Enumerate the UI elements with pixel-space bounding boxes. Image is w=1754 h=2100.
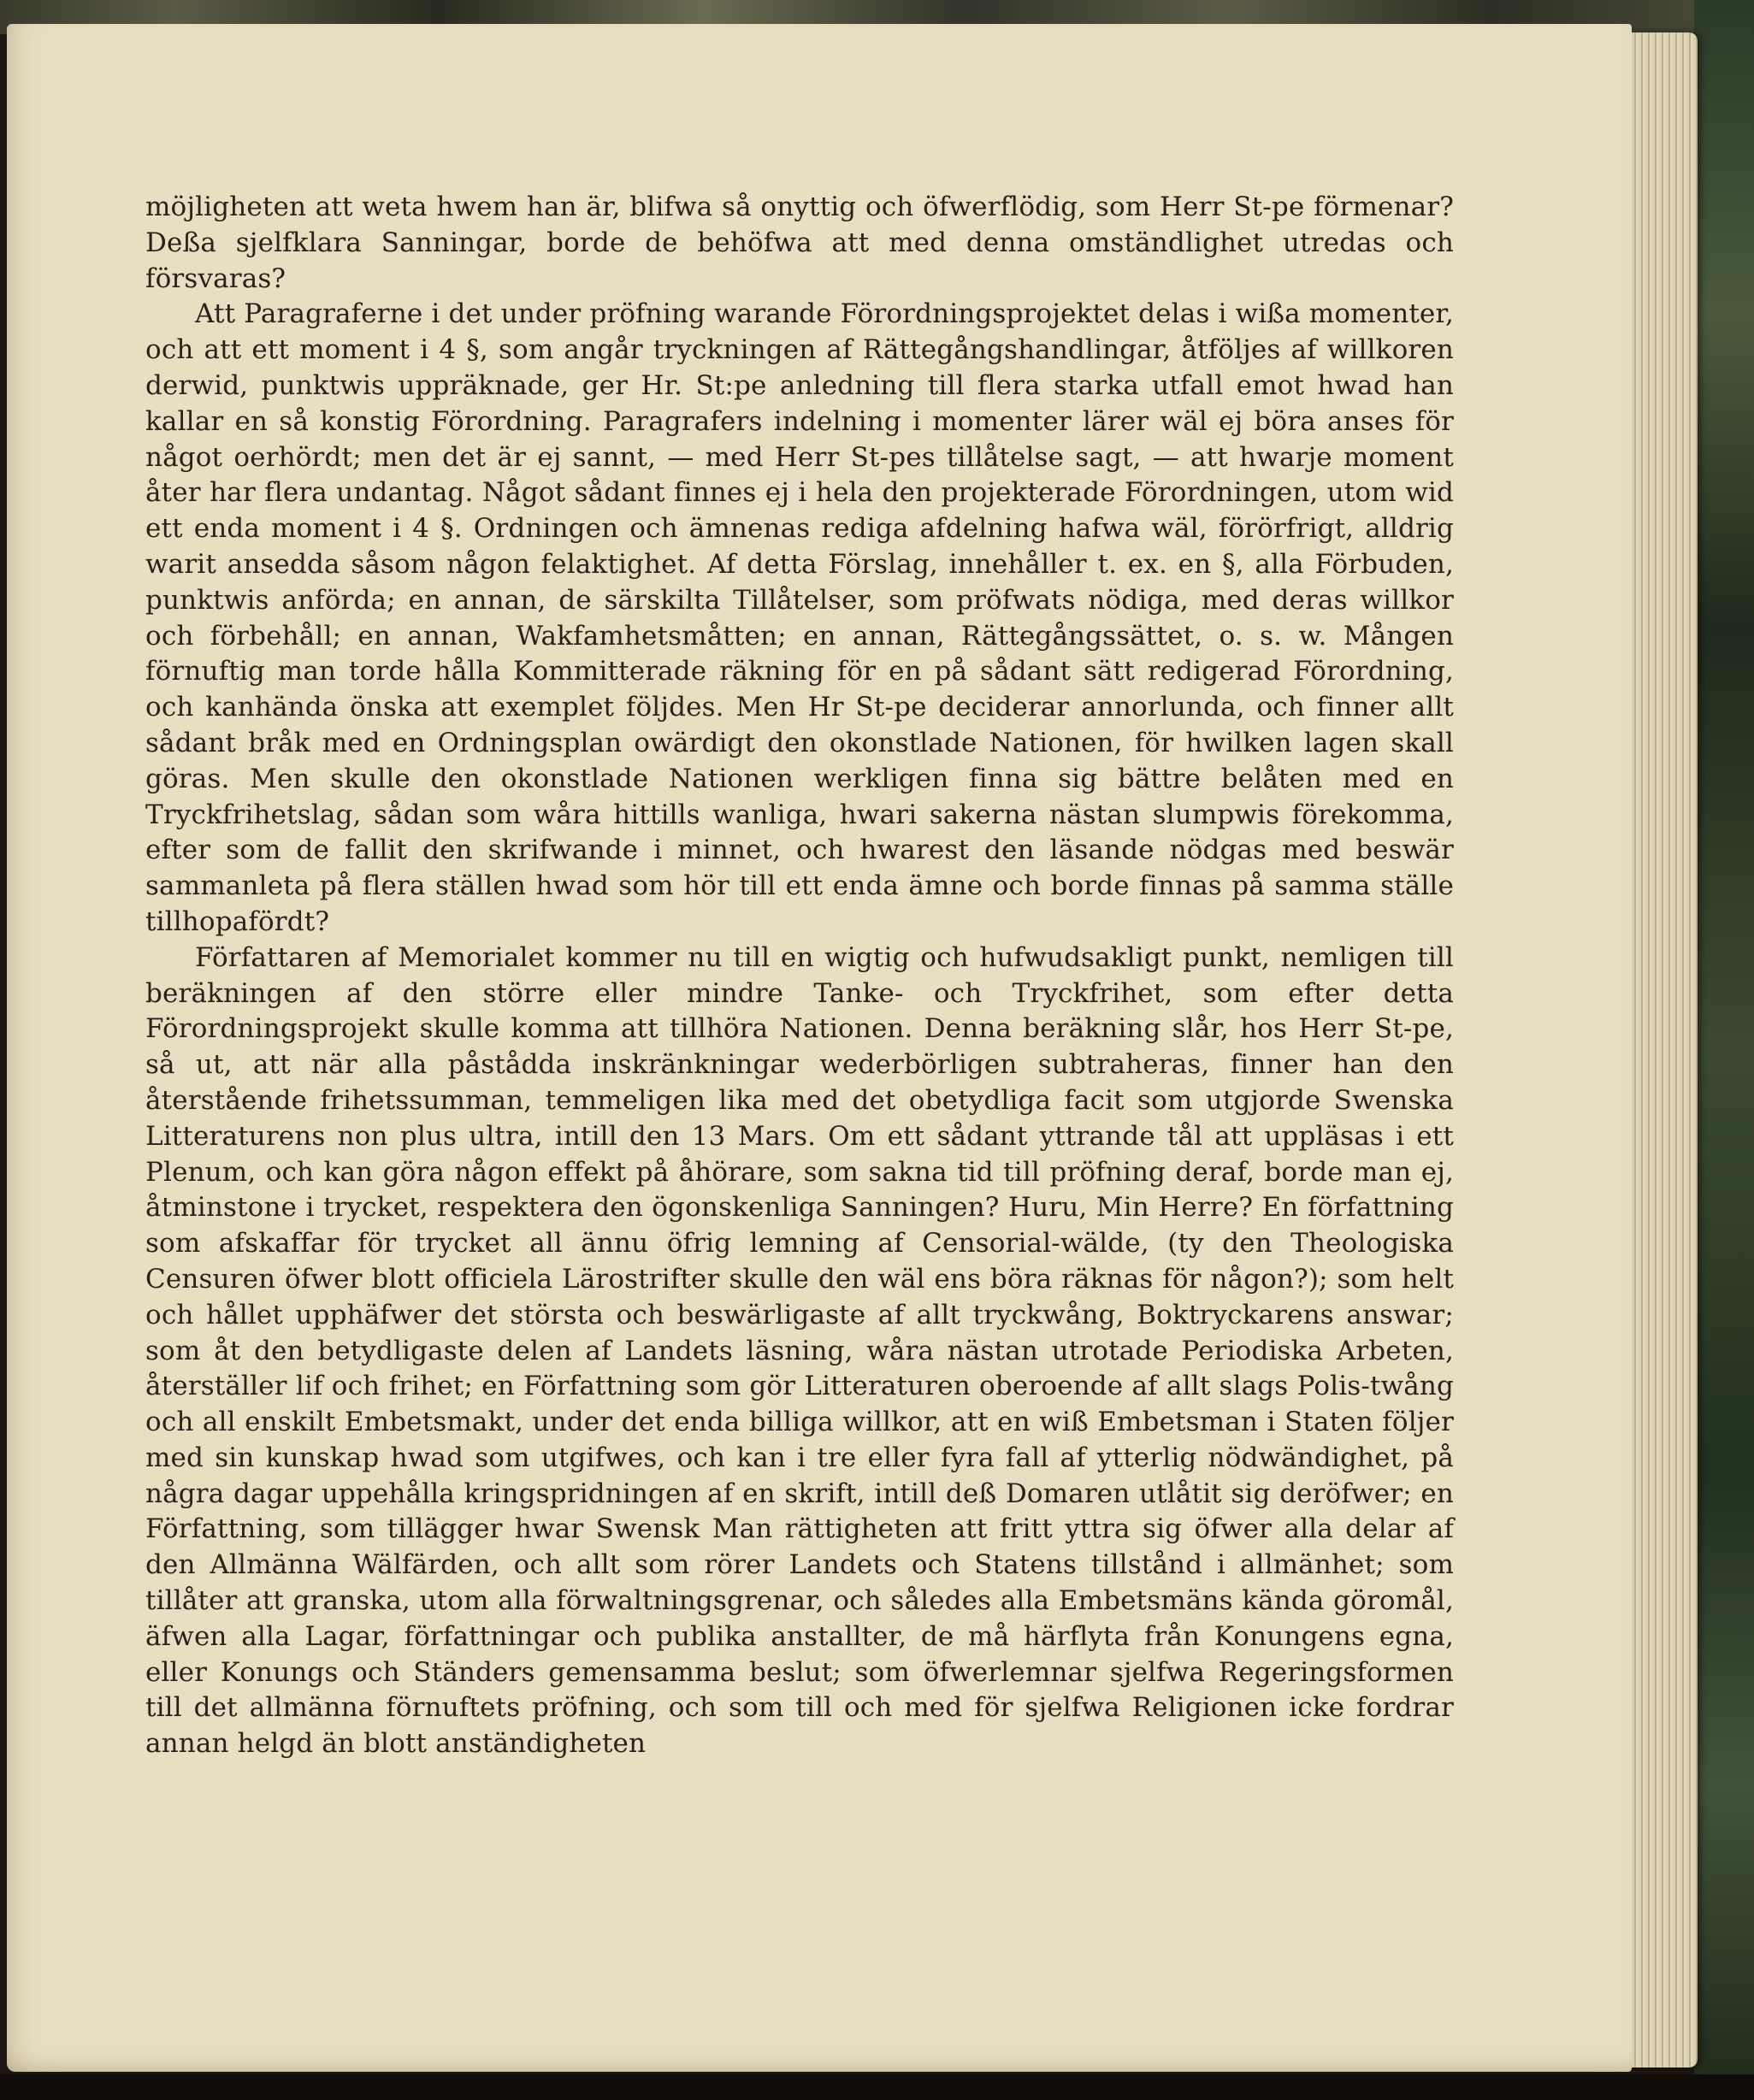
paragraph-1: möjligheten att weta hwem han är, blifwa så onyttig och öfwerflödig, som Herr St-pe förmenar? Deßa sjelfklara Sanningar, borde de behöfwa att med denna omständlighet utredas och försvaras? — [145, 192, 1454, 294]
background-strip — [0, 2074, 1754, 2100]
marbled-cover-right — [1694, 0, 1754, 2100]
paragraph-2: Att Paragraferne i det under pröfning warande Förordningsprojektet delas i wißa momenter, och att ett moment i 4 §, som angår tryckningen af Rättegångshandlingar, åtföljes af willkoren derwid, punktwis uppräknade, ger Hr. St:pe anledning till flera starka utfall emot hwad han kallar en så konstig Förordning. Paragrafers indelning i momenter lärer wäl ej böra anses för något oerhördt; men det är ej sannt, — med Herr St-pes tillåtelse sagt, — att hwarje moment åter har flera undantag. Något sådant finnes ej i hela den projekterade Förordningen, utom wid ett enda moment i 4 §. Ordningen och ämnenas rediga afdelning hafwa wäl, förörfrigt, alldrig warit ansedda såsom någon felaktighet. Af detta Förslag, innehåller t. ex. en §, alla Förbuden, punktwis anförda; en annan, de särskilta Tillåtelser, som pröfwats nödiga, med deras willkor och förbehåll; en annan, Wakfamhetsmåtten; en annan, Rättegångssättet, o. s. w. Mången förnuftig man torde hålla Kommitterade räkning för en på sådant sätt redigerad Förordning, och kanhända önska att exemplet följdes. Men Hr St-pe deciderar annorlunda, och finner allt sådant bråk med en Ordningsplan owärdigt den okonstlade Nationen, för hwilken lagen skall göras. Men skulle den okonstlade Nationen werkligen finna sig bättre belåten med en Tryckfrihetslag, sådan som wåra hittills wanliga, hwari sakerna nästan slumpwis förekomma, efter som de fallit den skrifwande i minnet, och hwarest den läsande nödgas med beswär sammanleta på flera ställen hwad som hör till ett enda ämne och borde finnas på samma ställe tillhopafördt? — [145, 298, 1454, 937]
paragraph-3: Författaren af Memorialet kommer nu till en wigtig och hufwudsakligt punkt, nemligen till beräkningen af den större eller mindre Tanke- och Tryckfrihet, som efter detta Förordningsprojekt skulle komma att tillhöra Nationen. Denna beräkning slår, hos Herr St-pe, så ut, att när alla påstådda inskränkningar wederbörligen subtraheras, finner han den återstående frihetssumman, temmeligen lika med det obetydliga facit som utgjorde Swenska Litteraturens non plus ultra, intill den 13 Mars. Om ett sådant yttrande tål att uppläsas i ett Plenum, och kan göra någon effekt på åhörare, som sakna tid till pröfning deraf, borde man ej, åtminstone i trycket, respektera den ögonskenliga Sanningen? Huru, Min Herre? En författning som afskaffar för trycket all ännu öfrig lemning af Censorial-wälde, (ty den Theologiska Censuren öfwer blott officiela Lärostrifter skulle den wäl ens böra räknas för någon?); som helt och hållet upphäfwer det största och beswärligaste af allt tryckwång, Boktryckarens answar; som åt den betydligaste delen af Landets läsning, wåra nästan utrotade Periodiska Arbeten, återställer lif och frihet; en Författning som gör Litteraturen oberoende af allt slags Polis-twång och all enskilt Embetsmakt, under det enda billiga willkor, att en wiß Embetsman i Staten följer med sin kunskap hwad som utgifwes, och kan i tre eller fyra fall af ytterlig nödwändighet, på några dagar uppehålla kringspridningen af en skrift, intill deß Domaren utlåtit sig deröfwer; en Författning, som tillägger hwar Swensk Man rättigheten att fritt yttra sig öfwer alla delar af den Allmänna Wälfärden, och allt som rörer Landets och Statens tillstånd i allmänhet; som tillåter att granska, utom alla förwaltningsgrenar, och således alla Embetsmäns kända göromål, äfwen alla Lagar, författningar och publika anstallter, de må härflyta från Konungens egna, eller Konungs och Ständers gemensamma beslut; som öfwerlemnar sjelfwa Regeringsformen till det allmänna förnuftets pröfning, och som till och med för sjelfwa Religionen icke fordrar annan helgd än blott anständigheten — [145, 941, 1454, 1760]
body-text — [145, 190, 1454, 1762]
